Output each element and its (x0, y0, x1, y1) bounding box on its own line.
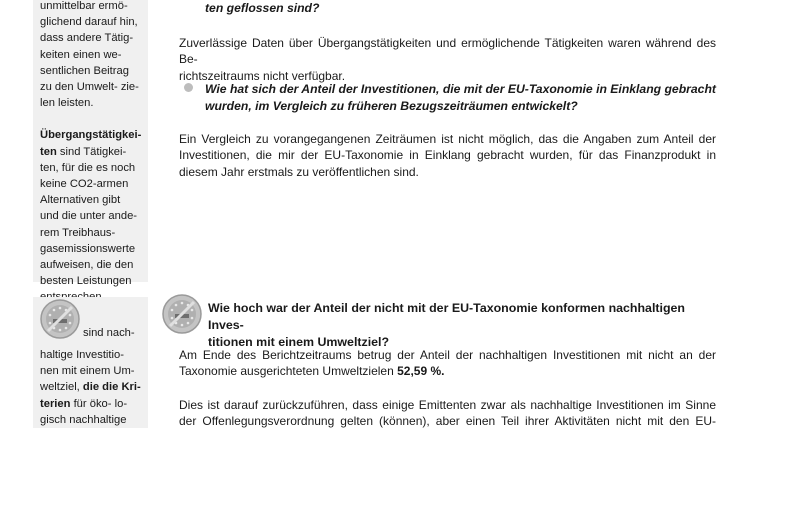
paragraph-explanation (179, 397, 716, 430)
line: titionen mit einem Umweltziel? (208, 335, 390, 349)
share-value: 52,59 %. (397, 364, 445, 379)
emphasis: die die Kri- (82, 381, 141, 394)
line: besten Leistungen (40, 275, 132, 288)
line: ten, für die es noch (40, 161, 136, 174)
line: Ein Vergleich zu vorangegangenen Zeiträumen ist nicht möglich, das die Angaben zum Anteil der (179, 132, 716, 146)
line: weltziel, (40, 381, 83, 394)
line: keiten einen we- (40, 48, 122, 61)
line: wurden, im Vergleich zu früheren Bezugszeiträumen entwickelt? (205, 99, 578, 113)
sidebar-note-transitional (33, 0, 148, 288)
question-1-end: ten geflossen sind? (205, 1, 320, 15)
defined-term: Übergangstätigkei- (40, 129, 142, 142)
line: rem Treibhaus- (40, 226, 116, 239)
line: Investitionen, die mir der EU-Taxonomie in Einklang gebracht wurden, für das Finanzprodukt in (179, 148, 716, 163)
line: Wie hoch war der Anteil der nicht mit der EU-Taxonomie konformen nachhaltigen Inves- (208, 301, 685, 332)
line: nen mit einem Um- (40, 365, 135, 378)
line: für öko- lo- (70, 397, 128, 410)
eu-taxonomy-not-aligned-icon (40, 299, 80, 339)
bullet-dot-icon (184, 83, 193, 92)
question-2-heading (205, 81, 725, 115)
line: haltige Investitio- (40, 349, 124, 361)
line: Wie hat sich der Anteil der Investitionen, die mit der EU-Taxonomie in Einklang gebracht (205, 82, 716, 96)
sidebar-logo-row (33, 297, 148, 339)
sidebar-note-sustainable (33, 297, 148, 428)
line: unmittelbar ermö- (40, 0, 128, 12)
emphasis: terien (40, 397, 71, 410)
paragraph-transitional-data (179, 35, 716, 84)
line: und die unter ande- (40, 210, 138, 223)
line: dass andere Tätig- (40, 32, 134, 45)
question-3-heading (208, 300, 720, 351)
paragraph-share-result (179, 347, 716, 380)
line: diesem Jahr erstmals zu veröffentlichen sind. (179, 164, 419, 179)
line: gisch nachhaltige (40, 413, 127, 426)
line: der Offenlegungsverordnung gelten (können), aber einen Teil ihrer Aktivitäten nicht mit den EU- (179, 414, 716, 429)
sidebar-definition-sustainable (33, 347, 148, 428)
line: zu den Umwelt- zie- (40, 81, 139, 94)
sidebar-note-text (33, 0, 148, 111)
line: Taxonomie ausgerichteten Umweltzielen (179, 364, 398, 379)
line: len leisten. (40, 97, 94, 110)
line: sentlichen Beitrag (40, 64, 129, 77)
paragraph-comparison (179, 131, 716, 180)
eu-taxonomy-not-aligned-icon (162, 294, 202, 334)
sidebar-definition-transitional (33, 127, 148, 305)
line: glichend darauf hin, (40, 16, 138, 29)
line: sind Tätigkei- (56, 145, 127, 158)
line: gasemissionswerte (40, 242, 136, 255)
line: sind nach- (83, 327, 135, 339)
line: Zuverlässige Daten über Übergangstätigkeiten und ermöglichende Tätigkeiten waren während des Be- (179, 36, 716, 67)
line: Am Ende des Berichtzeitraums betrug der Anteil der nachhaltigen Investitionen mit nicht an der (179, 348, 716, 362)
line: keine CO2-armen (40, 178, 129, 191)
line: richtszeitraums nicht verfügbar. (179, 68, 346, 83)
line: aufweisen, die den (40, 259, 134, 272)
line: Alternativen gibt (40, 194, 121, 207)
line: Dies ist darauf zurückzuführen, dass einige Emittenten zwar als nachhaltige Investitionen im Sinne (179, 398, 716, 412)
defined-term: ten (40, 145, 57, 158)
